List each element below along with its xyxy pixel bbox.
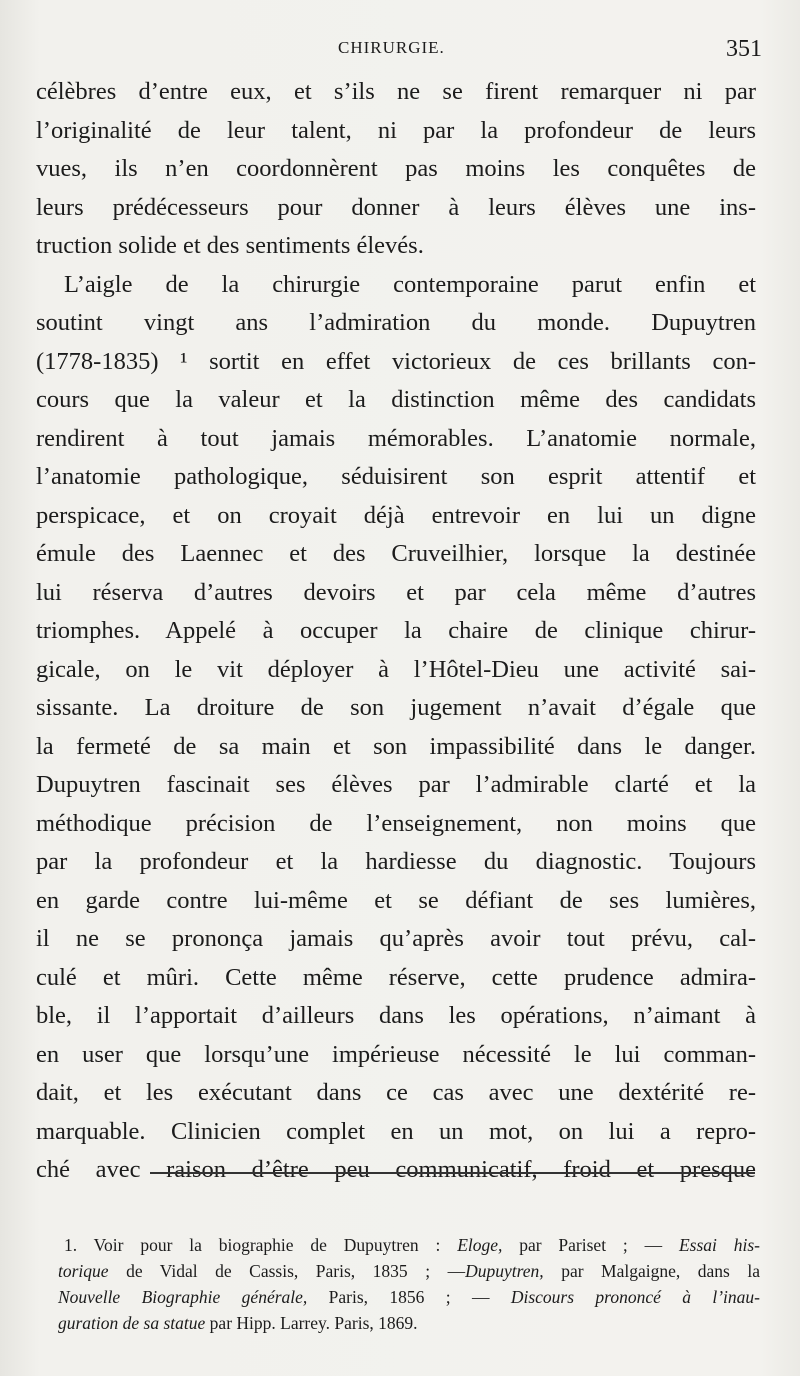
footnote-title: Essai his-	[678, 1235, 760, 1255]
body-line: émule des Laennec et des Cruveilhier, lorsque la destinée	[36, 540, 756, 567]
body-line: en user que lorsqu’une impérieuse nécessité le lui comman-	[36, 1040, 756, 1068]
body-line: soutint vingt ans l’admiration du monde. Dupuytren	[36, 309, 756, 336]
page-header	[0, 30, 800, 70]
body-line: ché avec raison d’être peu communicatif, froid et presque	[36, 1156, 756, 1183]
footnote-title: guration de sa statue	[58, 1313, 206, 1333]
body-line: méthodique précision de l’enseignement, non moins que	[36, 809, 756, 837]
body-line: Dupuytren fascinait ses élèves par l’admirable clarté et la	[36, 771, 756, 798]
body-line: cours que la valeur et la distinction même des candidats	[36, 386, 756, 413]
body-line: dait, et les exécutant dans ce cas avec une dextérité re-	[36, 1079, 756, 1106]
footnote-text: Paris, 1856 ; —	[307, 1287, 511, 1307]
body-line: culé et mûri. Cette même réserve, cette prudence admira-	[36, 963, 756, 991]
footnote-title: torique	[58, 1261, 109, 1281]
body-line: vues, ils n’en coordonnèrent pas moins les conquêtes de	[36, 155, 756, 182]
footnote-text: par Hipp. Larrey. Paris, 1869.	[205, 1313, 418, 1333]
footnote-line	[60, 1232, 760, 1258]
body-line: célèbres d’entre eux, et s’ils ne se firent remarquer ni par	[36, 78, 756, 105]
footnote-text: de Vidal de Cassis, Paris, 1835 ; —	[108, 1261, 466, 1281]
body-line: sissante. La droiture de son jugement n’avait d’égale que	[36, 694, 756, 721]
body-line: leurs prédécesseurs pour donner à leurs élèves une ins-	[36, 193, 756, 221]
footnote-line	[58, 1284, 760, 1310]
body-line: L’aigle de la chirurgie contemporaine parut enfin et	[64, 270, 756, 298]
footnote-title: Discours prononcé à l’inau-	[510, 1287, 760, 1307]
body-line: truction solide et des sentiments élevés.	[36, 232, 424, 259]
body-line: perspicace, et on croyait déjà entrevoir en lui un digne	[36, 501, 756, 529]
body-line: gicale, on le vit déployer à l’Hôtel-Dieu une activité sai-	[36, 655, 756, 683]
body-line: (1778-1835) ¹ sortit en effet victorieux de ces brillants con-	[36, 347, 756, 375]
footnote-rule	[150, 1172, 755, 1174]
body-line: lui réserva d’autres devoirs et par cela même d’autres	[36, 578, 756, 606]
footnote-text: par Pariset ; —	[502, 1235, 679, 1255]
body-line: en garde contre lui-même et se défiant de ses lumières,	[36, 886, 756, 914]
body-text	[36, 73, 756, 1190]
body-line: rendirent à tout jamais mémorables. L’anatomie normale,	[36, 424, 756, 452]
footnote-line	[58, 1258, 760, 1284]
footnote-text: 1. Voir pour la biographie de Dupuytren :	[64, 1235, 458, 1255]
footnote-title: Eloge,	[457, 1235, 503, 1255]
body-line: par la profondeur et la hardiesse du diagnostic. Toujours	[36, 848, 756, 875]
body-line: la fermeté de sa main et son impassibilité dans le danger.	[36, 732, 756, 760]
body-line: il ne se prononça jamais qu’après avoir tout prévu, cal-	[36, 925, 756, 952]
body-line: marquable. Clinicien complet en un mot, on lui a repro-	[36, 1117, 756, 1145]
body-line: l’originalité de leur talent, ni par la profondeur de leurs	[36, 116, 756, 144]
body-line: l’anatomie pathologique, séduisirent son esprit attentif et	[36, 463, 756, 490]
footnote-title: Dupuytren,	[465, 1261, 544, 1281]
running-head: CHIRURGIE.	[338, 38, 445, 57]
page-number: 351	[726, 36, 762, 62]
body-line: triomphes. Appelé à occuper la chaire de clinique chirur-	[36, 617, 756, 644]
footnote	[60, 1232, 760, 1336]
footnote-text: par Malgaigne, dans la	[543, 1261, 760, 1281]
body-line: ble, il l’apportait d’ailleurs dans les opérations, n’aimant à	[36, 1002, 756, 1029]
footnote-title: Nouvelle Biographie générale,	[58, 1287, 308, 1307]
footnote-line	[58, 1310, 760, 1336]
